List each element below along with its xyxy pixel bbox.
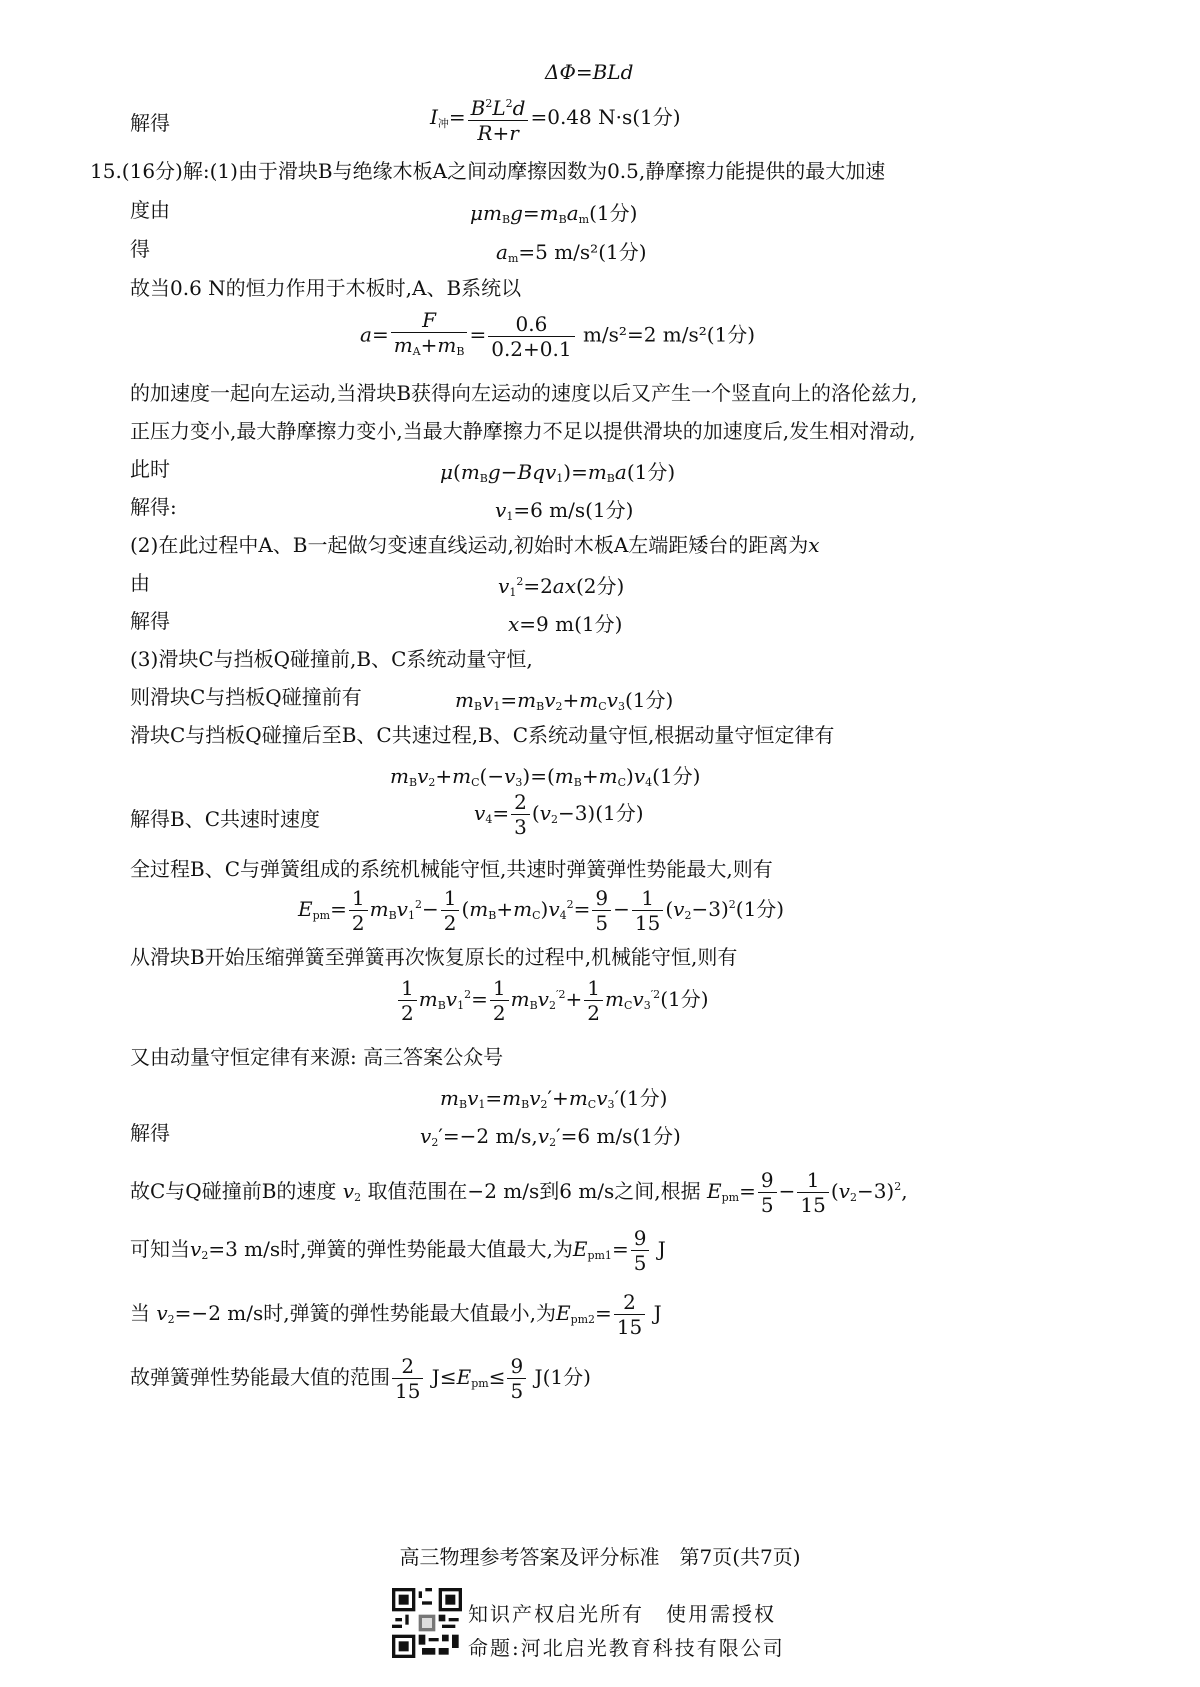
part3-text: (3)滑块C与挡板Q碰撞前,B、C系统动量守恒, (130, 647, 533, 671)
equation-momentum-1: $m_Bv_1=m_Bv_2+m_Cv_3(1$分) (455, 688, 674, 713)
line-before-collision: 则滑块C与挡板Q碰撞前有 (130, 685, 362, 709)
line-energy-conservation: 全过程B、C与弹簧组成的系统机械能守恒,共速时弹簧弹性势能最大,则有 (130, 857, 773, 881)
label-jiede: 解得 (130, 111, 170, 135)
qr-code-icon (392, 1588, 462, 1658)
equation-delta-phi: ΔΦ=BLd (545, 60, 634, 84)
equation-momentum-3: $m_Bv_1=m_Bv_2'+m_Cv_3'(1$分) (440, 1086, 668, 1111)
equation-acceleration: a= $\frac{F}{m_A+m_B}$ = $\frac{0.6}{0.2+0.1}$ m/s²=2 m/s²(1分) (360, 308, 755, 364)
paragraph-lorentz-2: 正压力变小,最大静摩擦力变小,当最大静摩擦力不足以提供滑块的加速度后,发生相对滑动, (130, 419, 916, 443)
copyright-notice: 知识产权启光所有 使用需授权 (468, 1602, 776, 1626)
page-footer: 高三物理参考答案及评分标准 第7页(共7页) (399, 1545, 801, 1569)
paragraph-lorentz-1: 的加速度一起向左运动,当滑块B获得向左运动的速度以后又产生一个竖直向上的洛伦兹力, (130, 381, 918, 405)
equation-x: x=9 m(1分) (508, 612, 623, 636)
line-after-collision: 滑块C与挡板Q碰撞后至B、C共速过程,B、C系统动量守恒,根据动量守恒定律有 (130, 723, 835, 747)
line-common-speed: 解得B、C共速时速度 (130, 807, 320, 831)
equation-v2-solutions: $v_2'=-2$ $m/s,v_2'=6$ m/s(1分) (420, 1124, 681, 1149)
line-force: 故当0.6 N的恒力作用于木板时,A、B系统以 (130, 276, 522, 300)
q15-intro: 15.(16分)解:(1)由于滑块B与绝缘木板A之间动摩擦因数为0.5,静摩擦力能提供的最大加速 (90, 159, 886, 183)
equation-v1-squared: $v_1^2=2ax(2$分) (498, 574, 625, 599)
label-jiede-4: 解得 (130, 1121, 170, 1145)
equation-v1: $v_1=6$ m/s(1分) (495, 498, 634, 523)
line-restore: 从滑块B开始压缩弹簧至弹簧再次恢复原长的过程中,机械能守恒,则有 (130, 945, 738, 969)
label-cishi: 此时 (130, 457, 170, 481)
line-min-value: 当 $v_2=-2$ m/s时,弹簧的弹性势能最大值最小,为$E_{pm2}=$ $\frac{2}{15}$ J (130, 1290, 662, 1339)
equation-am: $a_m=5$ m/s²(1分) (496, 240, 647, 265)
equation-impulse: $I_冲=$ $\frac{B^2L^2d}{R+r}$ =0.48 N·s(1分) (430, 96, 681, 145)
line-range: 故C与Q碰撞前B的速度 $v_2$ 取值范围在−2 m/s到6 m/s之间,根据 $E_{pm}=$ $\frac{9}{5}$ − $\frac{1}{15}$ $(v_2-3)^2$, (130, 1168, 908, 1217)
label-jiede-3: 解得 (130, 609, 170, 633)
part2-text: (2)在此过程中A、B一起做匀变速直线运动,初始时木板A左端距矮台的距离为x (130, 533, 820, 557)
line-source: 又由动量守恒定律有来源: 高三答案公众号 (130, 1045, 504, 1069)
equation-epm: $E_{pm}=$ $\frac{1}{2}$ $m_Bv_1^2-$ $\frac{1}{2}$ $(m_B+m_C)v_4^2=$ $\frac{9}{5}$ − $\frac{1}{15}$ $(v_2-3)^2(1$分) (298, 886, 785, 935)
equation-max-friction: $\mu m_Bg=m_Ba_m(1$分) (470, 201, 638, 226)
line-max-value: 可知当$v_2=3$ m/s时,弹簧的弹性势能最大值最大,为$E_{pm1}=$ $\frac{9}{5}$ J (130, 1226, 666, 1275)
label-you: 由 (130, 571, 150, 595)
equation-slip: $\mu(m_Bg-Bqv_1)=m_Ba(1$分) (440, 460, 676, 485)
equation-v4: $v_4=$ $\frac{2}{3}$ $(v_2-3)(1$分) (474, 790, 644, 839)
label-du-you: 度由 (130, 198, 170, 222)
label-de: 得 (130, 237, 150, 261)
label-jiede-2: 解得: (130, 495, 177, 519)
equation-kinetic-energy: $\frac{1}{2}$ $m_Bv_1^2=$ $\frac{1}{2}$ $m_Bv_2^{'2}+$ $\frac{1}{2}$ $m_Cv_3^{'2}(1$分) (396, 976, 709, 1025)
equation-momentum-2: $m_Bv_2+m_C(-v_3)=(m_B+m_C)v_4(1$分) (390, 764, 701, 789)
line-final-range: 故弹簧弹性势能最大值的范围 $\frac{2}{15}$ $J\le E_{pm}\le$ $\frac{9}{5}$ J(1分) (130, 1354, 591, 1403)
author-notice: 命题:河北启光教育科技有限公司 (468, 1636, 785, 1660)
